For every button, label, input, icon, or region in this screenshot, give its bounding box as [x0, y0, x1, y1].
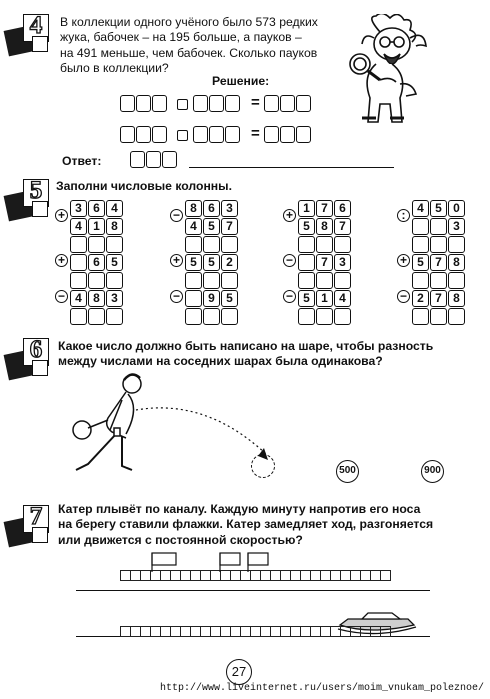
operation-sign: + — [55, 254, 68, 267]
task-6-badge — [6, 338, 46, 378]
column-empty-cell[interactable] — [430, 308, 447, 325]
column-digit-cell: 7 — [221, 218, 238, 235]
operation-sign: − — [55, 290, 68, 303]
task-7-number: 7 — [29, 503, 43, 530]
canal-bank-top — [76, 590, 430, 591]
task-4-text — [60, 15, 360, 76]
bowling-boy-icon — [60, 370, 280, 485]
column-empty-cell[interactable] — [316, 308, 333, 325]
column-empty-cell[interactable] — [430, 218, 447, 235]
operation-sign: − — [170, 209, 183, 222]
column-empty-cell[interactable] — [185, 272, 202, 289]
task-6-number: 6 — [29, 336, 43, 363]
page-number: 27 — [226, 659, 252, 685]
task-5-instruction: Заполни числовые колонны. — [56, 179, 232, 193]
column-digit-cell: 4 — [106, 200, 123, 217]
shore-squares-bottom — [120, 626, 390, 637]
ball-900: 900 — [421, 460, 444, 483]
column-digit-cell: 3 — [221, 200, 238, 217]
column-empty-cell[interactable] — [412, 218, 429, 235]
column-empty-cell[interactable] — [430, 272, 447, 289]
shore-cell — [380, 570, 391, 581]
task-6-line: Какое число должно быть написано на шаре, чтобы разность — [58, 339, 434, 353]
column-digit-cell: 4 — [334, 290, 351, 307]
number-column — [285, 200, 351, 325]
solution-row-2-result[interactable] — [264, 126, 312, 143]
column-empty-cell[interactable] — [88, 272, 105, 289]
column-digit-cell: 5 — [203, 218, 220, 235]
column-empty-cell[interactable] — [298, 254, 315, 271]
column-digit-cell: 2 — [412, 290, 429, 307]
solution-row-2-operand-2[interactable] — [193, 126, 241, 143]
column-empty-cell[interactable] — [70, 254, 87, 271]
column-empty-cell[interactable] — [203, 236, 220, 253]
column-digit-cell: 1 — [298, 200, 315, 217]
column-empty-cell[interactable] — [185, 236, 202, 253]
solution-row-1-result[interactable] — [264, 95, 312, 112]
column-empty-cell[interactable] — [334, 272, 351, 289]
flags-icon — [150, 551, 330, 573]
task-4-line: на 491 меньше, чем бабочек. Сколько пауков — [60, 45, 318, 60]
number-column — [399, 200, 465, 325]
column-digit-cell: 6 — [334, 200, 351, 217]
column-empty-cell[interactable] — [448, 308, 465, 325]
column-digit-cell: 9 — [203, 290, 220, 307]
column-digit-cell: 8 — [448, 290, 465, 307]
task-7-badge — [6, 505, 46, 545]
answer-boxes[interactable] — [130, 151, 178, 168]
column-digit-cell: 3 — [106, 290, 123, 307]
column-empty-cell[interactable] — [298, 236, 315, 253]
column-digit-cell: 3 — [448, 218, 465, 235]
operation-sign: + — [170, 254, 183, 267]
column-digit-cell: 5 — [221, 290, 238, 307]
equals-sign: = — [251, 125, 260, 142]
column-digit-cell: 4 — [185, 218, 202, 235]
operation-sign: − — [170, 290, 183, 303]
column-empty-cell[interactable] — [221, 236, 238, 253]
solution-label: Решение: — [212, 74, 270, 88]
column-digit-cell: 4 — [412, 200, 429, 217]
column-empty-cell[interactable] — [412, 308, 429, 325]
task-7-line: или движется с постоянной скоростью? — [58, 532, 303, 547]
column-empty-cell[interactable] — [203, 308, 220, 325]
task-6-text — [58, 339, 478, 370]
answer-label: Ответ: — [62, 154, 102, 168]
column-digit-cell: 8 — [448, 254, 465, 271]
column-empty-cell[interactable] — [88, 308, 105, 325]
column-digit-cell: 6 — [203, 200, 220, 217]
scientist-with-magnifier-icon — [340, 14, 446, 126]
column-empty-cell[interactable] — [430, 236, 447, 253]
column-digit-cell: 1 — [316, 290, 333, 307]
task-7-line: на берегу ставили флажки. Катер замедляет ход, разгоняется — [58, 517, 434, 532]
task-6-line: между числами на соседних шарах была одинакова? — [58, 354, 383, 369]
equals-sign: = — [251, 94, 260, 111]
column-digit-cell: 3 — [334, 254, 351, 271]
column-empty-cell[interactable] — [221, 308, 238, 325]
solution-row-1-operand-1[interactable] — [120, 95, 168, 112]
column-empty-cell[interactable] — [70, 272, 87, 289]
column-empty-cell[interactable] — [298, 308, 315, 325]
column-empty-cell[interactable] — [412, 236, 429, 253]
shore-cell — [380, 626, 391, 637]
column-empty-cell[interactable] — [185, 308, 202, 325]
operation-sign: : — [397, 209, 410, 222]
task-4-number: 4 — [29, 12, 43, 39]
column-empty-cell[interactable] — [88, 236, 105, 253]
column-empty-cell[interactable] — [412, 272, 429, 289]
column-digit-cell: 8 — [106, 218, 123, 235]
number-column — [57, 200, 123, 325]
operation-sign: + — [283, 209, 296, 222]
column-digit-cell: 4 — [70, 218, 87, 235]
column-digit-cell: 5 — [412, 254, 429, 271]
column-digit-cell: 8 — [185, 200, 202, 217]
column-digit-cell: 7 — [316, 200, 333, 217]
column-digit-cell: 2 — [221, 254, 238, 271]
column-digit-cell: 7 — [316, 254, 333, 271]
task-5-badge — [6, 179, 46, 219]
number-column — [172, 200, 238, 325]
column-digit-cell: 7 — [430, 290, 447, 307]
task-5-number: 5 — [29, 177, 43, 204]
task-7-line: Катер плывёт по каналу. Каждую минуту напротив его носа — [58, 502, 421, 516]
column-empty-cell[interactable] — [448, 272, 465, 289]
column-empty-cell[interactable] — [106, 308, 123, 325]
operation-sign: + — [55, 209, 68, 222]
watermark: http://www.liveinternet.ru/users/moim_vnukam_poleznoe/ — [160, 683, 485, 694]
task-4-line: В коллекции одного учёного было 573 редких — [60, 15, 318, 29]
operation-sign: − — [283, 290, 296, 303]
column-empty-cell[interactable] — [185, 290, 202, 307]
column-digit-cell: 5 — [430, 200, 447, 217]
column-digit-cell: 8 — [88, 290, 105, 307]
solution-row-1-operation-sign[interactable] — [177, 99, 188, 110]
operation-sign: − — [397, 290, 410, 303]
column-empty-cell[interactable] — [106, 272, 123, 289]
column-empty-cell[interactable] — [298, 272, 315, 289]
task-7-text — [58, 502, 478, 548]
column-empty-cell[interactable] — [316, 272, 333, 289]
column-empty-cell[interactable] — [106, 236, 123, 253]
operation-sign: − — [283, 254, 296, 267]
column-empty-cell[interactable] — [334, 308, 351, 325]
task-4-line: было в коллекции? — [60, 60, 169, 75]
column-digit-cell: 3 — [70, 200, 87, 217]
task-4-line: жука, бабочек – на 195 больше, а пауков – — [60, 30, 302, 45]
column-digit-cell: 4 — [70, 290, 87, 307]
solution-row-2-operation-sign[interactable] — [177, 130, 188, 141]
column-empty-cell[interactable] — [448, 236, 465, 253]
column-digit-cell: 5 — [185, 254, 202, 271]
column-digit-cell: 7 — [430, 254, 447, 271]
column-digit-cell: 1 — [88, 218, 105, 235]
empty-ball[interactable] — [251, 454, 275, 478]
column-digit-cell: 5 — [298, 290, 315, 307]
column-empty-cell[interactable] — [70, 236, 87, 253]
column-digit-cell: 8 — [316, 218, 333, 235]
column-empty-cell[interactable] — [203, 272, 220, 289]
column-digit-cell: 0 — [448, 200, 465, 217]
solution-row-2-operand-1[interactable] — [120, 126, 168, 143]
column-digit-cell: 5 — [203, 254, 220, 271]
answer-line[interactable] — [189, 167, 394, 168]
ball-500: 500 — [336, 460, 359, 483]
column-digit-cell: 6 — [88, 200, 105, 217]
operation-sign: + — [397, 254, 410, 267]
column-digit-cell: 5 — [106, 254, 123, 271]
column-digit-cell: 6 — [88, 254, 105, 271]
column-empty-cell[interactable] — [316, 236, 333, 253]
column-digit-cell: 5 — [298, 218, 315, 235]
column-digit-cell: 7 — [334, 218, 351, 235]
solution-row-1-operand-2[interactable] — [193, 95, 241, 112]
column-empty-cell[interactable] — [221, 272, 238, 289]
column-empty-cell[interactable] — [70, 308, 87, 325]
column-empty-cell[interactable] — [334, 236, 351, 253]
task-4-badge — [6, 14, 46, 54]
